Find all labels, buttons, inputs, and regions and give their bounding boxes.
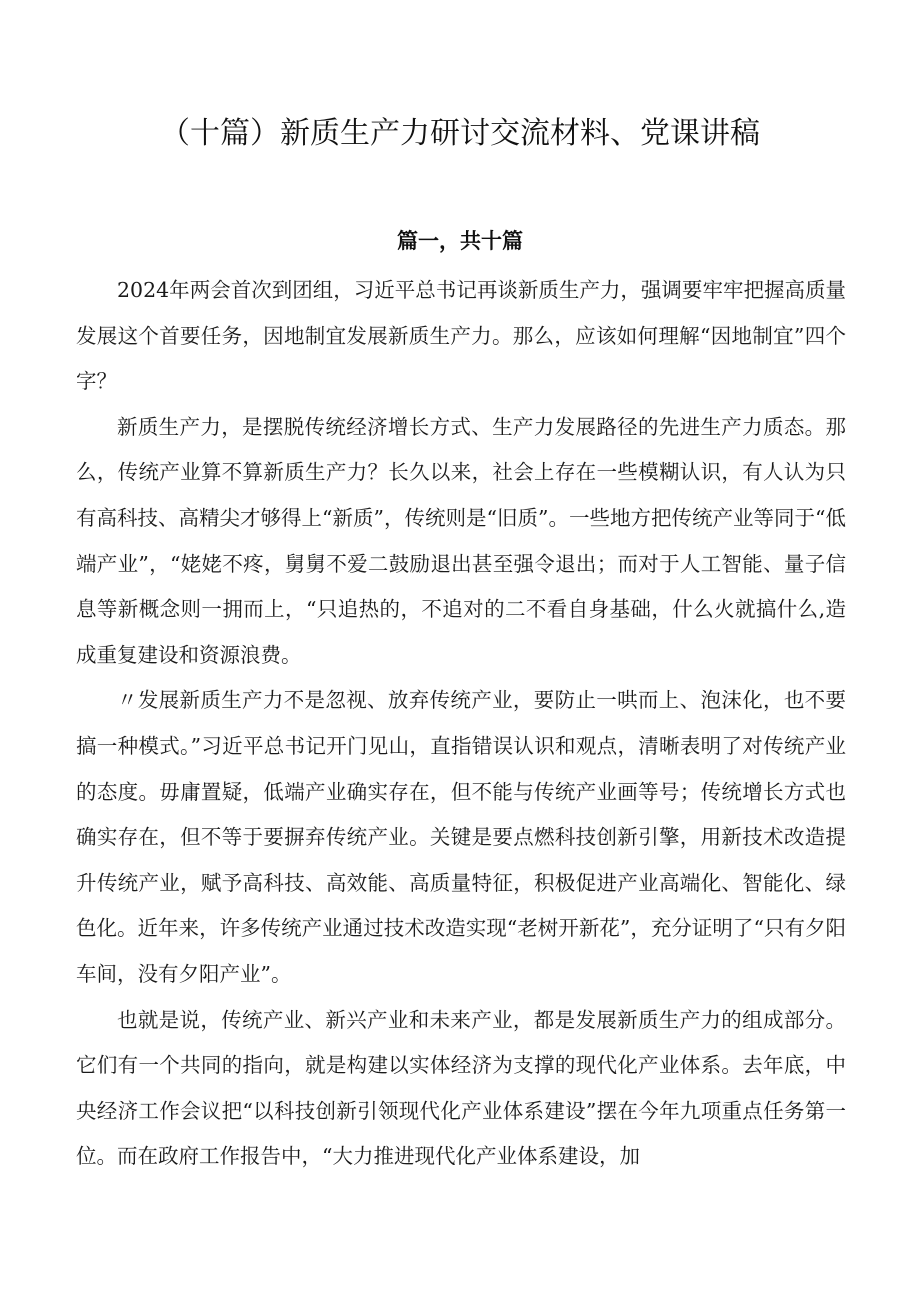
- paragraph-1: 2024年两会首次到团组，习近平总书记再谈新质生产力，强调要牢牢把握高质量发展这个首要任务，因地制宜发展新质生产力。那么，应该如何理解“因地制宜”四个字？: [76, 278, 846, 394]
- document-body: [76, 268, 846, 1180]
- paragraph-3: 〃发展新质生产力不是忽视、放弃传统产业，要防止一哄而上、泡沫化，也不要搞一种模式。”习近平总书记开门见山，直指错误认识和观点，清晰表明了对传统产业的态度。毋庸置疑，低端产业确实存在，但不能与传统产业画等号；传统增长方式也确实存在，但不等于要摒弃传统产业。关键是要点燃科技创新引擎，用新技术改造提升传统产业，赋予高科技、高效能、高质量特征，积极促进产业高端化、智能化、绿色化。近年来，许多传统产业通过技术改造实现“老树开新花”，充分证明了“只有夕阳车间，没有夕阳产业”。: [76, 688, 846, 986]
- paragraph-2: 新质生产力，是摆脱传统经济增长方式、生产力发展路径的先进生产力质态。那么，传统产业算不算新质生产力？长久以来，社会上存在一些模糊认识，有人认为只有高科技、高精尖才够得上“新质”，传统则是“旧质”。一些地方把传统产业等同于“低端产业”，“姥姥不疼，舅舅不爱二鼓励退出甚至强令退出；而对于人工智能、量子信息等新概念则一拥而上，“只追热的，不追对的二不看自身基础，什么火就搞什么,造成重复建设和资源浪费。: [76, 414, 846, 667]
- paragraph-4: 也就是说，传统产业、新兴产业和未来产业，都是发展新质生产力的组成部分。它们有一个共同的指向，就是构建以实体经济为支撑的现代化产业体系。去年底，中央经济工作会议把“以科技创新引领现代化产业体系建设”摆在今年九项重点任务第一位。而在政府工作报告中，“大力推进现代化产业体系建设，加: [76, 1007, 846, 1169]
- section-heading: 篇一，共十篇: [397, 229, 523, 253]
- document-title: （十篇）新质生产力研讨交流材料、党课讲稿: [160, 116, 760, 151]
